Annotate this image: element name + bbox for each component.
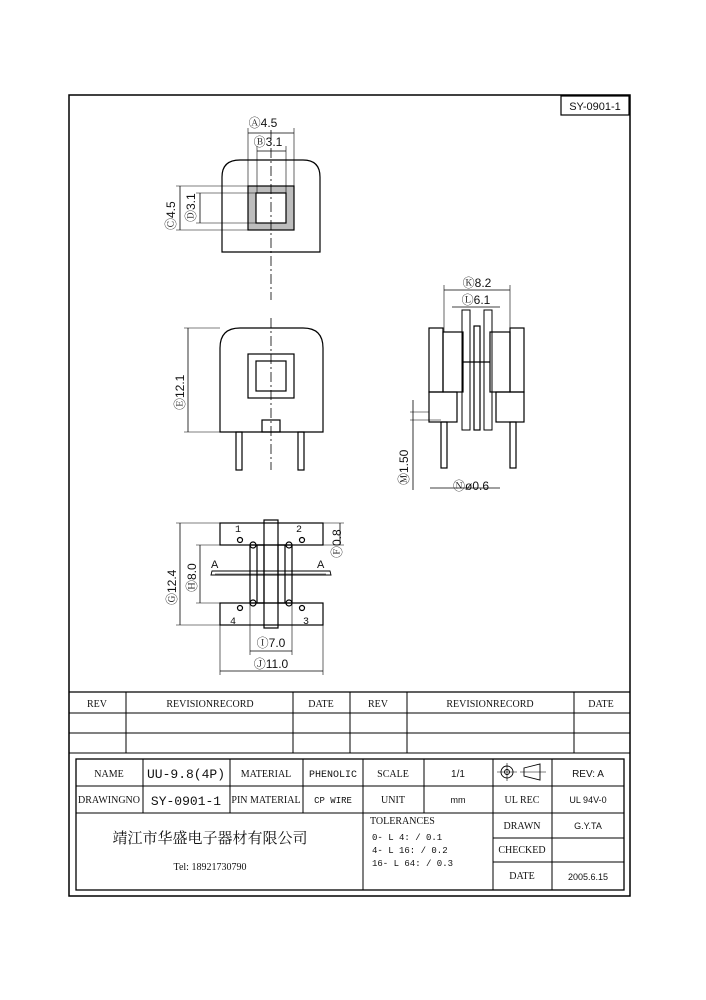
drawingno-value: SY-0901-1 [150, 794, 222, 809]
projection-symbol-icon [497, 763, 546, 781]
dim-e-label: Ⓔ12.1 [173, 374, 187, 410]
pin-material-label: PIN MATERIAL [231, 795, 301, 806]
dim-n-label: Ⓝø0.6 [453, 479, 490, 493]
material-label: MATERIAL [240, 769, 292, 780]
unit-label: UNIT [381, 795, 405, 806]
dim-m-label: Ⓜ1.50 [397, 449, 411, 485]
tolerance-line-1: 0- L 4: / 0.1 [372, 833, 443, 843]
pin-label-3: 3 [303, 617, 310, 628]
dim-h-label: Ⓗ8.0 [185, 563, 199, 592]
rev-value: REV: A [572, 769, 604, 780]
date-header-right: DATE [588, 699, 614, 710]
scale-value: 1/1 [451, 769, 465, 780]
pin-label-4: 4 [230, 617, 237, 628]
dim-c-label: Ⓒ4.5 [164, 201, 178, 230]
drawing-number: SY-0901-1 [569, 101, 621, 113]
side-view [410, 285, 524, 490]
company-name: 靖江市华盛电子器材有限公司 [112, 830, 308, 847]
unit-value: mm [450, 795, 466, 805]
dim-i-label: Ⓘ7.0 [256, 636, 286, 650]
drawingno-label: DRAWINGNO [78, 795, 140, 806]
dim-b-label: Ⓑ3.1 [253, 135, 283, 149]
name-value: UU-9.8(4P) [146, 767, 226, 782]
rev-header-left: REV [87, 699, 107, 710]
dim-l-label: Ⓛ6.1 [461, 293, 491, 307]
date-value: 2005.6.15 [567, 872, 609, 882]
dim-g-label: Ⓖ12.4 [165, 569, 179, 605]
tolerances-title: TOLERANCES [370, 816, 435, 827]
scale-label: SCALE [377, 769, 409, 780]
tolerance-line-3: 16- L 64: / 0.3 [372, 859, 454, 869]
name-label: NAME [94, 769, 124, 780]
pin-label-2: 2 [296, 525, 303, 536]
dim-k-label: Ⓚ8.2 [462, 276, 492, 290]
tolerance-line-2: 4- L 16: / 0.2 [372, 846, 448, 856]
pin-label-1: 1 [235, 525, 242, 536]
drawn-value: G.Y.TA [574, 821, 602, 831]
drawn-label: DRAWN [503, 821, 541, 832]
date-label: DATE [509, 871, 535, 882]
rev-header-right: REV [368, 699, 388, 710]
dim-a-label: Ⓐ4.5 [248, 116, 278, 130]
date-header-left: DATE [308, 699, 334, 710]
checked-label: CHECKED [498, 845, 546, 856]
ul-rec-label: UL REC [504, 795, 540, 806]
front-view [184, 318, 323, 470]
company-tel: Tel: 18921730790 [173, 862, 247, 873]
revision-table [69, 692, 630, 753]
record-header-right: REVISIONRECORD [446, 699, 534, 710]
dim-d-label: Ⓓ3.1 [184, 193, 198, 222]
record-header-left: REVISIONRECORD [166, 699, 254, 710]
bottom-view [176, 520, 344, 675]
dim-j-label: Ⓙ11.0 [253, 657, 289, 671]
ul-rec-value: UL 94V-0 [569, 795, 607, 805]
section-mark-right: A [317, 559, 325, 571]
material-value: PHENOLIC [308, 770, 358, 781]
pin-material-value: CP WIRE [314, 796, 352, 806]
dim-f-label: Ⓕ0.8 [330, 529, 344, 558]
section-mark-left: A [211, 559, 219, 571]
